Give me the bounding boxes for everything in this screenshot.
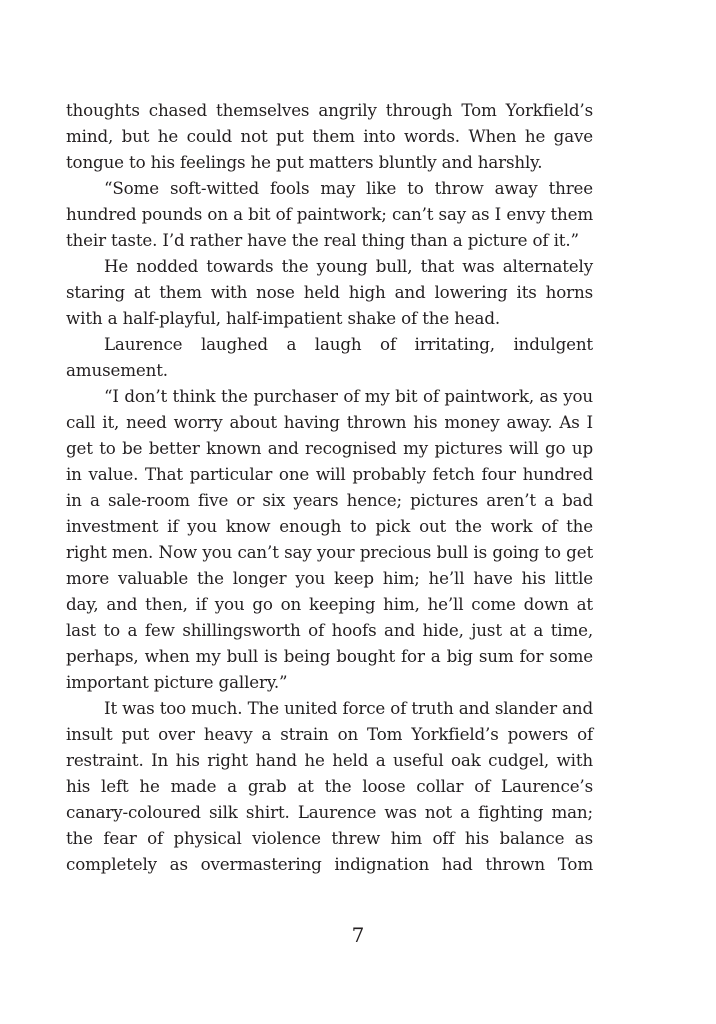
paragraph-too-much: It was too much. The united force of truth and slander and insult put over heavy a strain on Tom Yorkfield’s powers of restraint. In his right hand he held a useful oak cudgel, with his left he made a grab at the loose collar of Laurence’s canary-coloured silk shirt. Laurence was not a fighting man; the fear of physical violence threw him off his balance as completely as overmastering indignation had thrown Tom: [66, 698, 593, 874]
page-number: 7: [351, 923, 365, 947]
paragraph-continuation: thoughts chased themselves angrily through Tom Yorkfield’s mind, but he could not put them into words. When he gave tongue to his feelings he put matters bluntly and harshly.: [66, 100, 593, 172]
paragraph-dialogue-tom: “Some soft-witted fools may like to throw away three hundred pounds on a bit of paintwork; can’t say as I envy them their taste. I’d rather have the real thing than a picture of it.”: [66, 178, 593, 250]
paragraph-dialogue-laurence: “I don’t think the purchaser of my bit of paintwork, as you call it, need worry about having thrown his money away. As I get to be better known and recognised my pictures will go up in value. That particular one will probably fetch four hundred in a sale-room five or six years hence; pictures aren’t a bad investment if you know enough to pick out the work of the right men. Now you can’t say your precious bull is going to get more valuable the longer you keep him; he’ll have his little day, and then, if you go on keeping him, he’ll come down at last to a few shillingsworth of hoofs and hide, just at a time, perhaps, when my bull is being bought for a big sum for some important picture gallery.”: [66, 386, 593, 692]
body-text: [66, 97, 593, 877]
paragraph-laurence-laughed: Laurence laughed a laugh of irritating, indulgent amusement.: [66, 334, 593, 380]
paragraph-bull-nod: He nodded towards the young bull, that was alternately staring at them with nose held high and lowering its horns with a half-playful, half-impatient shake of the head.: [66, 256, 593, 328]
